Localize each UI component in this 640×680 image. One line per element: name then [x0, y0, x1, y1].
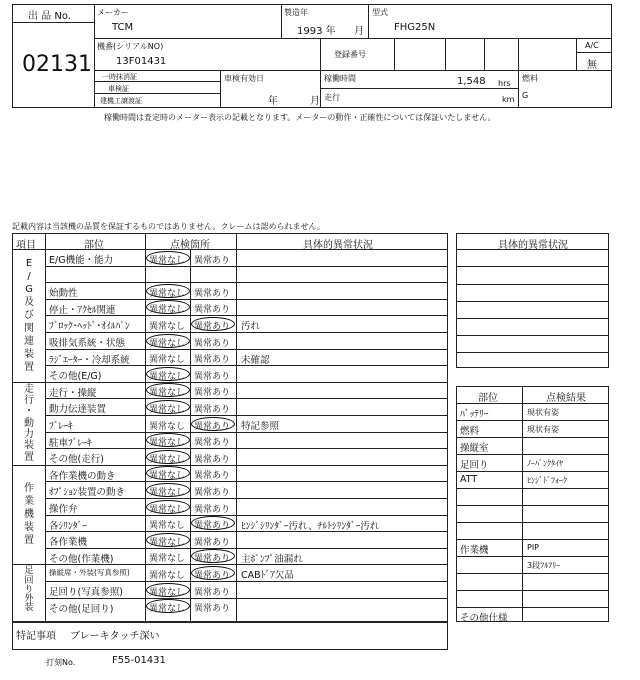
row-part: ﾌﾞﾚｰｷ: [49, 421, 73, 432]
group-label-char: 足: [24, 565, 34, 577]
group-label-char: 関: [24, 322, 34, 334]
right-detail-title: 具体的異常状況: [498, 240, 568, 251]
row-part: その他(走行): [49, 454, 104, 466]
check-ng[interactable]: 異常あり: [194, 587, 231, 598]
spec-result: 3段ﾌﾙﾌﾘｰ: [527, 561, 561, 570]
spec-part: 操縦室: [460, 443, 489, 454]
row-part: 足回り(写真参照): [49, 587, 123, 598]
check-ng[interactable]: 異常あり: [194, 321, 231, 332]
check-ok[interactable]: 異常なし: [149, 521, 186, 532]
selection-circle: [146, 500, 190, 514]
check-ok[interactable]: 異常なし: [149, 288, 186, 299]
row-note: CABﾄﾞｱ欠品: [241, 570, 294, 582]
year-value: 1993 年: [297, 26, 336, 37]
selection-circle: [191, 566, 235, 580]
group-label-char: 置: [24, 361, 34, 373]
row-part: 操縦席・外装(写真参照): [49, 568, 130, 578]
spec-part: ATT: [460, 474, 478, 485]
check-ok[interactable]: 異常なし: [149, 570, 186, 581]
check-ng[interactable]: 異常あり: [194, 255, 231, 266]
check-ng[interactable]: 異常あり: [194, 388, 231, 399]
reg-label: 登録番号: [334, 50, 366, 59]
row-part: 各作業機: [49, 537, 88, 549]
stamp-label: 打刻No.: [46, 658, 76, 667]
selection-circle: [146, 367, 190, 381]
spec-part: 作業機: [460, 545, 489, 556]
row-part: 走行・操縦: [49, 387, 97, 399]
check-ok[interactable]: 異常なし: [149, 471, 186, 482]
group-label-char: 連: [24, 335, 34, 347]
group-label-char: /: [27, 270, 31, 282]
th-item: 項目: [16, 240, 36, 251]
year-month: 月: [354, 26, 364, 37]
check-ok[interactable]: 異常なし: [149, 487, 186, 498]
row-note: 特記参照: [241, 421, 280, 432]
check-ng[interactable]: 異常あり: [194, 521, 231, 532]
selection-circle: [146, 533, 190, 547]
check-ng[interactable]: 異常あり: [194, 438, 231, 449]
inspect-year: 年: [268, 96, 278, 107]
row-part: ﾗｼﾞｴｰﾀｰ・冷却系統: [49, 354, 130, 366]
spec-result: 現状有姿: [527, 425, 559, 434]
check-ok[interactable]: 異常なし: [149, 338, 186, 349]
row-part: 駐車ﾌﾞﾚｰｷ: [49, 437, 92, 449]
travel-label: 走行: [324, 93, 340, 102]
row-part: その他(足回り): [49, 603, 114, 615]
maker-value: TCM: [112, 22, 134, 33]
serial-label: 機番(シリアルNO): [97, 42, 164, 51]
row-part: 動力伝達装置: [49, 404, 107, 416]
group-label-char: 行: [24, 395, 34, 407]
lot-label: 出 品 No.: [28, 11, 71, 22]
th-detail: 具体的異常状況: [303, 240, 373, 251]
group-label-char: 走: [24, 383, 34, 395]
group-label-char: 外: [24, 592, 34, 604]
model-value: FHG25N: [394, 22, 436, 33]
spec-result: ﾉｰﾊﾟﾝｸﾀｲﾔ: [527, 459, 563, 468]
check-ng[interactable]: 異常あり: [194, 288, 231, 299]
group-label-char: 業: [24, 496, 34, 508]
check-ok[interactable]: 異常なし: [149, 255, 186, 266]
disclaimer: 記載内容は当該機の品質を保証するものではありません。クレームは認められません。: [12, 222, 325, 231]
group-label-char: び: [24, 309, 34, 321]
ac-value: 無: [587, 60, 597, 71]
check-ok[interactable]: 異常なし: [149, 404, 186, 415]
check-ok[interactable]: 異常なし: [149, 587, 186, 598]
ac-label: A/C: [585, 41, 599, 50]
cert-inspection: 車検証: [108, 85, 129, 93]
check-ok[interactable]: 異常なし: [149, 438, 186, 449]
selection-circle: [191, 417, 235, 431]
spec-result: 現状有姿: [527, 408, 559, 417]
row-part: ﾌﾞﾛｯｸ･ﾍｯﾄﾞ･ｵｲﾙﾊﾟﾝ: [49, 321, 130, 333]
group-label-char: 装: [24, 522, 34, 534]
check-ng[interactable]: 異常あり: [194, 570, 231, 581]
maker-label: メーカー: [97, 8, 129, 17]
selection-circle: [146, 251, 190, 265]
spec-header-result: 点検結果: [546, 393, 586, 404]
check-ng[interactable]: 異常あり: [194, 554, 231, 565]
check-ng[interactable]: 異常あり: [194, 305, 231, 316]
check-ok[interactable]: 異常なし: [149, 604, 186, 615]
th-check: 点検箇所: [170, 240, 210, 251]
km-unit: km: [502, 95, 515, 104]
row-note: 汚れ: [241, 321, 261, 333]
selection-circle: [191, 317, 235, 331]
serial-value: 13F01431: [116, 56, 167, 67]
model-label: 型式: [372, 8, 388, 17]
cert-transfer: 建機工譲渡証: [100, 97, 142, 105]
row-part: 各作業機の動き: [49, 470, 116, 482]
check-ng[interactable]: 異常あり: [194, 454, 231, 465]
group-label-char: 装: [24, 440, 34, 452]
group-label-char: G: [25, 283, 33, 295]
special-label: 特記事項: [16, 631, 56, 642]
row-part: 吸排気系統・状態: [49, 338, 126, 349]
spec-result: ﾋﾝｼﾞﾄﾞﾌｫｰｸ: [527, 476, 567, 485]
row-part: E/G機能・能力: [49, 255, 114, 266]
spec-part: 足回り: [460, 460, 489, 471]
check-ng[interactable]: 異常あり: [194, 338, 231, 349]
selection-circle: [146, 483, 190, 497]
check-ok[interactable]: 異常なし: [149, 554, 186, 565]
check-ng[interactable]: 異常あり: [194, 355, 231, 366]
group-label-char: 力: [24, 428, 34, 440]
group-label-char: 置: [24, 451, 34, 463]
inspect-month: 月: [310, 96, 320, 107]
check-ok[interactable]: 異常なし: [149, 371, 186, 382]
selection-circle: [146, 583, 190, 597]
check-ng[interactable]: 異常あり: [194, 604, 231, 615]
check-ng[interactable]: 異常あり: [194, 504, 231, 515]
check-ng[interactable]: 異常あり: [194, 404, 231, 415]
group-label-char: ・: [24, 406, 34, 418]
selection-circle: [146, 334, 190, 348]
check-ng[interactable]: 異常あり: [194, 487, 231, 498]
row-part: その他(作業機): [49, 553, 114, 565]
group-label-char: 置: [24, 535, 34, 547]
check-ok[interactable]: 異常なし: [149, 321, 186, 332]
spec-part: ﾊﾞｯﾃﾘｰ: [460, 409, 489, 420]
fuel-label: 燃料: [522, 74, 538, 83]
row-part: 停止・ｱｸｾﾙ関連: [49, 304, 116, 316]
selection-circle: [191, 516, 235, 530]
check-ng[interactable]: 異常あり: [194, 371, 231, 382]
selection-circle: [146, 450, 190, 464]
row-note: ﾋﾝｼﾞｼﾘﾝﾀﾞｰ汚れ、ﾁﾙﾄｼﾘﾝﾀﾞｰ汚れ: [241, 520, 380, 532]
row-note: 主ﾎﾟﾝﾌﾟ油漏れ: [241, 553, 303, 565]
check-ng[interactable]: 異常あり: [194, 421, 231, 432]
row-part: 各ｼﾘﾝﾀﾞｰ: [49, 520, 88, 532]
spec-header-part: 部位: [478, 393, 498, 404]
th-part: 部位: [84, 240, 104, 251]
group-label-char: 装: [24, 348, 34, 360]
selection-circle: [146, 433, 190, 447]
fuel-value: G: [522, 91, 529, 100]
check-ok[interactable]: 異常なし: [149, 388, 186, 399]
group-label-char: り: [24, 583, 34, 595]
group-label-char: 装: [24, 602, 34, 613]
group-label-char: 及: [24, 296, 34, 308]
selection-circle: [146, 284, 190, 298]
spec-result: PIP: [527, 543, 540, 552]
lot-number: 02131: [22, 52, 92, 77]
right-spec-box: [456, 386, 609, 622]
row-part: 操作弁: [49, 504, 78, 515]
group-label-char: 動: [24, 417, 34, 429]
year-label: 製造年: [284, 8, 308, 17]
selection-circle: [146, 400, 190, 414]
check-ok[interactable]: 異常なし: [149, 355, 186, 366]
spec-part: その他仕様: [460, 613, 508, 624]
group-label-char: E: [25, 257, 33, 269]
spec-part: 燃料: [460, 426, 480, 437]
row-note: 未確認: [241, 354, 270, 366]
row-part: 始動性: [49, 288, 78, 300]
row-part: ｵﾌﾟｼｮﾝ装置の動き: [49, 487, 126, 499]
check-ok[interactable]: 異常なし: [149, 421, 186, 432]
stamp-value: F55-01431: [112, 655, 166, 666]
check-ok[interactable]: 異常なし: [149, 454, 186, 465]
hours-note: 稼働時間は査定時のメーター表示の記載となります。メーターの動作・正確性については保証いたしません。: [104, 113, 496, 122]
inspect-label: 車検有効日: [224, 74, 264, 83]
check-ok[interactable]: 異常なし: [149, 504, 186, 515]
check-ok[interactable]: 異常なし: [149, 305, 186, 316]
check-ok[interactable]: 異常なし: [149, 537, 186, 548]
cert-erase: 一時抹消証: [102, 73, 137, 81]
group-label-char: 機: [24, 509, 34, 521]
hours-value: 1,548: [457, 76, 486, 87]
special-value: ブレーキタッチ深い: [70, 631, 160, 642]
group-label-char: 回: [24, 574, 34, 586]
group-label-char: 作: [24, 483, 34, 495]
check-ng[interactable]: 異常あり: [194, 471, 231, 482]
check-ng[interactable]: 異常あり: [194, 537, 231, 548]
selection-circle: [146, 599, 190, 613]
hours-label: 稼働時間: [324, 74, 356, 83]
row-part: その他(E/G): [49, 371, 102, 383]
hours-unit: hrs: [498, 79, 511, 88]
